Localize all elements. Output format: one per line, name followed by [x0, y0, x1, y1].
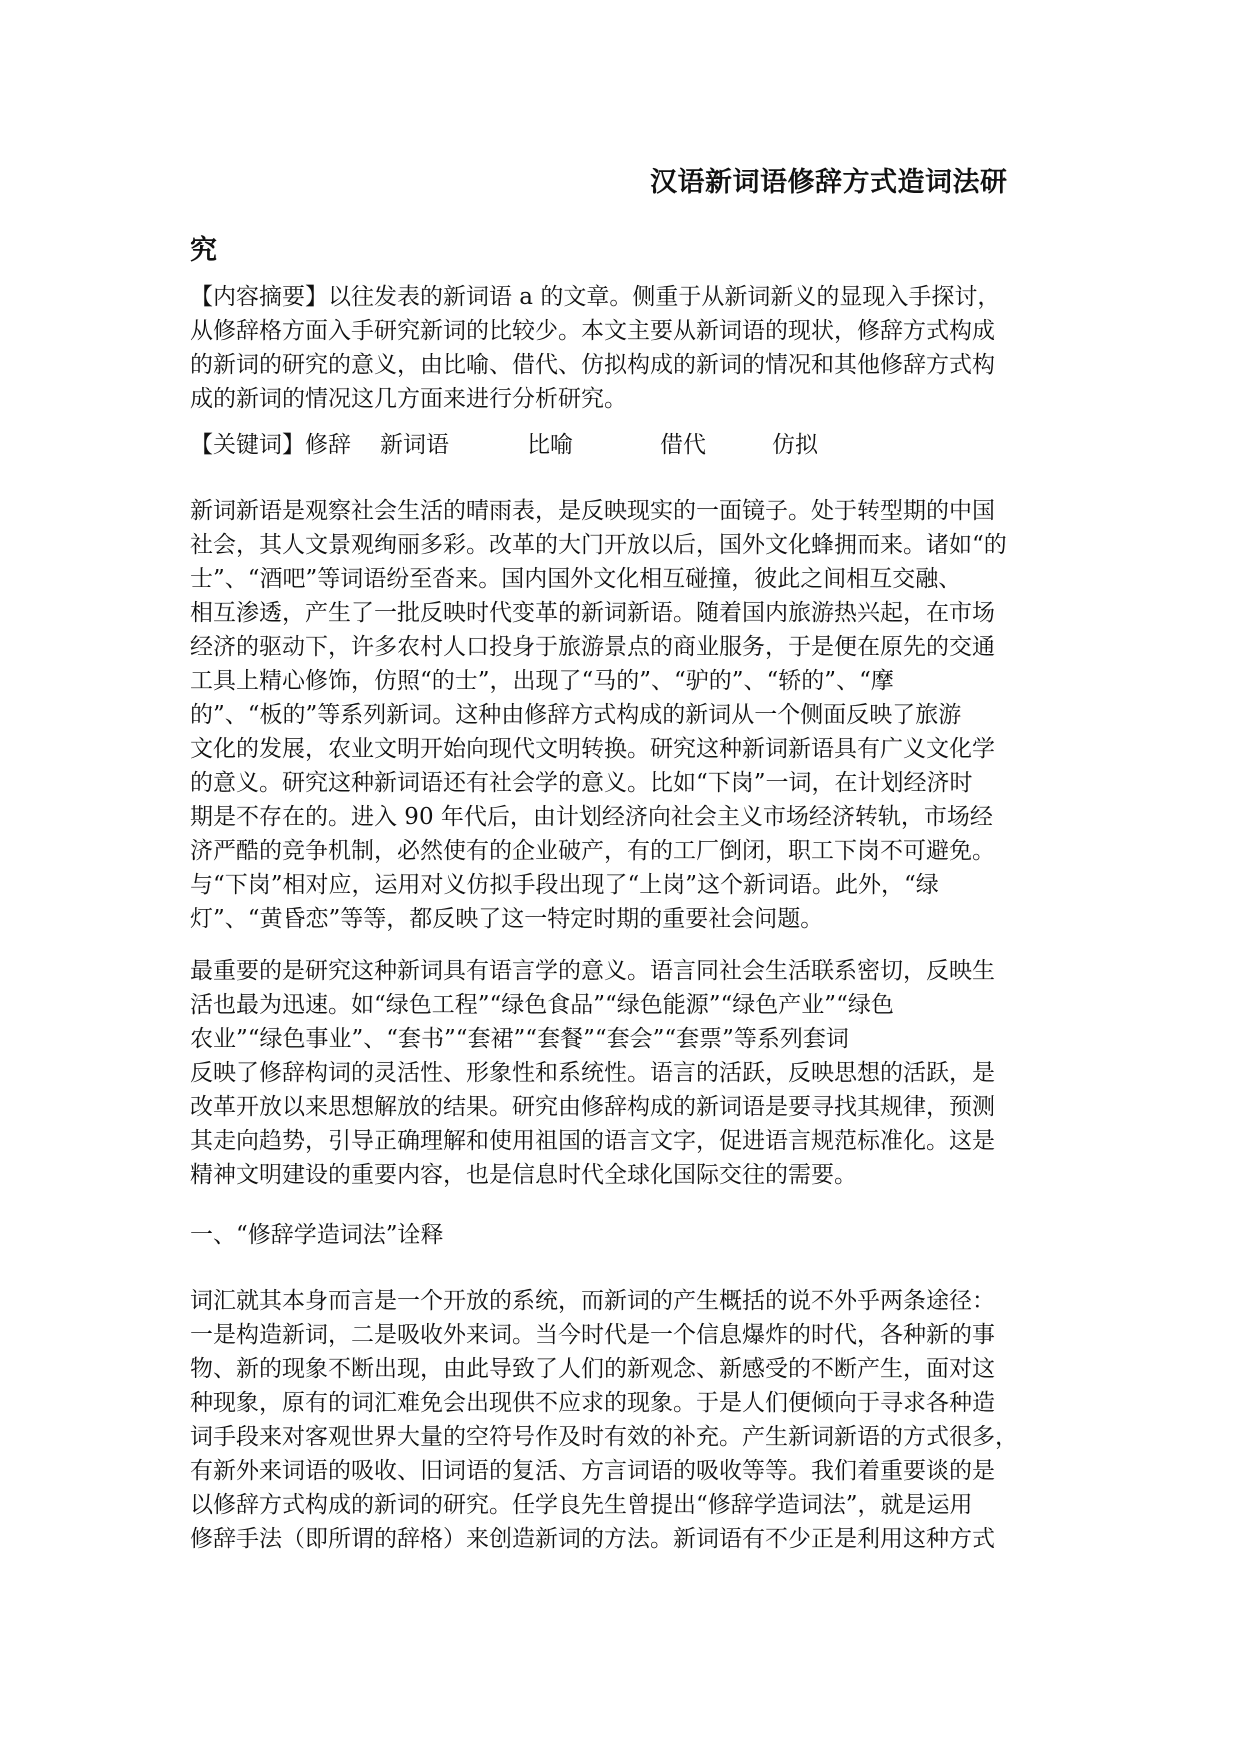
- paragraph-line: 活也最为迅速。如“绿色工程”“绿色食品”“绿色能源”“绿色产业”“绿色: [190, 992, 894, 1018]
- paragraph-line: 期是不存在的。进入 90 年代后，由计划经济向社会主义市场经济转轨，市场经: [190, 804, 993, 830]
- abstract-line: 成的新词的情况这几方面来进行分析研究。: [190, 386, 627, 412]
- abstract-line: 【内容摘要】以往发表的新词语 a 的文章。侧重于从新词新义的显现入手探讨，: [190, 284, 1001, 310]
- paragraph-line: 工具上精心修饰，仿照“的士”，出现了“马的”、“驴的”、“轿的”、“摩: [190, 668, 894, 694]
- paragraph: [190, 1284, 1070, 1556]
- paragraph-line: 的”、“板的”等系列新词。这种由修辞方式构成的新词从一个侧面反映了旅游: [190, 702, 962, 728]
- paragraph-line: 与“下岗”相对应，运用对义仿拟手段出现了“上岗”这个新词语。此外，“绿: [190, 872, 939, 898]
- paragraph-line: 修辞手法（即所谓的辞格）来创造新词的方法。新词语有不少正是利用这种方式: [190, 1526, 995, 1552]
- paragraph-line: 其走向趋势，引导正确理解和使用祖国的语言文字，促进语言规范标准化。这是: [190, 1128, 995, 1154]
- paragraph: [190, 494, 1070, 936]
- paragraph-line: 一是构造新词，二是吸收外来词。当今时代是一个信息爆炸的时代，各种新的事: [190, 1322, 995, 1348]
- document-title-continuation: 究: [190, 235, 217, 266]
- paragraph-line: 以修辞方式构成的新词的研究。任学良先生曾提出“修辞学造词法”，就是运用: [190, 1492, 973, 1518]
- paragraph-line: 种现象，原有的词汇难免会出现供不应求的现象。于是人们便倾向于寻求各种造: [190, 1390, 995, 1416]
- paragraph-line: 社会，其人文景观绚丽多彩。改革的大门开放以后，国外文化蜂拥而来。诸如“的: [190, 532, 1007, 558]
- paragraph-line: 词手段来对客观世界大量的空符号作及时有效的补充。产生新词新语的方式很多，: [190, 1424, 1018, 1450]
- abstract-line: 从修辞格方面入手研究新词的比较少。本文主要从新词语的现状，修辞方式构成: [190, 318, 995, 344]
- paragraph-line: 反映了修辞构词的灵活性、形象性和系统性。语言的活跃，反映思想的活跃，是: [190, 1060, 995, 1086]
- paragraph-line: 文化的发展，农业文明开始向现代文明转换。研究这种新词新语具有广义文化学: [190, 736, 995, 762]
- paragraph-line: 相互渗透，产生了一批反映时代变革的新词新语。随着国内旅游热兴起，在市场: [190, 600, 995, 626]
- abstract: [190, 280, 1070, 416]
- paragraph-line: 有新外来词语的吸收、旧词语的复活、方言词语的吸收等等。我们着重要谈的是: [190, 1458, 995, 1484]
- paragraph-line: 农业”“绿色事业”、“套书”“套裙”“套餐”“套会”“套票”等系列套词: [190, 1026, 849, 1052]
- paragraph-line: 最重要的是研究这种新词具有语言学的意义。语言同社会生活联系密切，反映生: [190, 958, 995, 984]
- keyword-item: 比喻: [527, 432, 573, 458]
- section-heading: 一、“修辞学造词法”诠释: [190, 1222, 444, 1248]
- abstract-line: 的新词的研究的意义，由比喻、借代、仿拟构成的新词的情况和其他修辞方式构: [190, 352, 995, 378]
- paragraph-line: 济严酷的竞争机制，必然使有的企业破产，有的工厂倒闭，职工下岗不可避免。: [190, 838, 995, 864]
- paragraph-line: 新词新语是观察社会生活的晴雨表，是反映现实的一面镜子。处于转型期的中国: [190, 498, 995, 524]
- paragraph-line: 词汇就其本身而言是一个开放的系统，而新词的产生概括的说不外乎两条途径：: [190, 1288, 995, 1314]
- keyword-item: 新词语: [380, 432, 449, 458]
- paragraph-line: 经济的驱动下，许多农村人口投身于旅游景点的商业服务，于是便在原先的交通: [190, 634, 995, 660]
- keyword-item: 仿拟: [772, 432, 818, 458]
- paragraph-line: 的意义。研究这种新词语还有社会学的意义。比如“下岗”一词，在计划经济时: [190, 770, 973, 796]
- keyword-item: 借代: [660, 432, 706, 458]
- paragraph-line: 士”、“酒吧”等词语纷至沓来。国内国外文化相互碰撞，彼此之间相互交融、: [190, 566, 962, 592]
- paragraph-line: 精神文明建设的重要内容，也是信息时代全球化国际交往的需要。: [190, 1162, 857, 1188]
- document-title: 汉语新词语修辞方式造词法研: [650, 167, 1008, 198]
- paragraph: [190, 954, 1070, 1192]
- keywords-label: 【关键词】修辞: [190, 432, 351, 458]
- paragraph-line: 物、新的现象不断出现，由此导致了人们的新观念、新感受的不断产生，面对这: [190, 1356, 995, 1382]
- paragraph-line: 改革开放以来思想解放的结果。研究由修辞构成的新词语是要寻找其规律，预测: [190, 1094, 995, 1120]
- paragraph-line: 灯”、“黄昏恋”等等，都反映了这一特定时期的重要社会问题。: [190, 906, 824, 932]
